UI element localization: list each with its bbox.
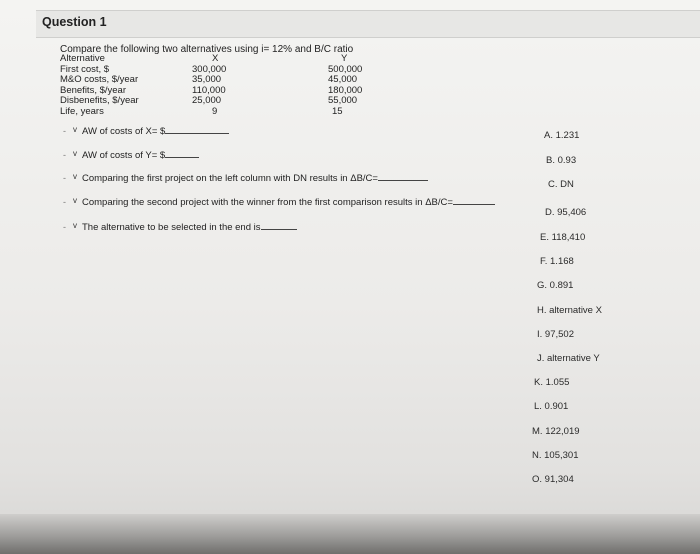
match-item-final-selection	[60, 221, 297, 233]
option-item: E. 118,410	[540, 232, 586, 243]
select-dash: -	[63, 126, 66, 137]
option-item: J. alternative Y	[537, 353, 600, 364]
table-cell: Life, years	[60, 105, 104, 117]
table-header-row	[60, 54, 400, 65]
chevron-down-icon: v	[73, 172, 77, 182]
answer-blank	[165, 125, 229, 134]
table-header-cell: Alternative	[60, 53, 105, 64]
data-table	[60, 54, 400, 117]
question-title: Question 1	[42, 15, 107, 29]
match-item-aw-x	[60, 125, 229, 137]
table-row	[60, 75, 400, 86]
chevron-down-icon: v	[73, 125, 77, 135]
option-item: L. 0.901	[534, 401, 569, 412]
select-dash: -	[63, 150, 66, 161]
table-cell: 45,000	[328, 74, 358, 85]
table-cell: 300,000	[192, 63, 227, 75]
option-item: D. 95,406	[545, 207, 587, 218]
question-prompt: Compare the following two alternatives using i= 12% and B/C ratio	[60, 44, 354, 55]
table-row	[60, 96, 400, 107]
match-item-label: Comparing the first project on the left column with DN results in ΔB/C=	[82, 173, 378, 184]
match-item-first-comparison	[60, 172, 428, 184]
table-header-cell: X	[212, 53, 219, 64]
table-cell: 55,000	[328, 95, 358, 106]
match-item-aw-y	[60, 149, 199, 161]
answer-blank	[165, 149, 199, 158]
option-item: I. 97,502	[537, 329, 574, 340]
answer-select-first-comparison[interactable]	[60, 172, 82, 184]
option-item: N. 105,301	[532, 450, 579, 461]
table-cell: Disbenefits, $/year	[60, 95, 139, 106]
option-item: G. 0.891	[537, 280, 574, 291]
chevron-down-icon: v	[73, 221, 77, 231]
table-cell: 180,000	[328, 84, 363, 96]
option-item: A. 1.231	[544, 130, 580, 141]
match-item-label: AW of costs of X= $	[82, 126, 166, 137]
option-item: K. 1.055	[534, 377, 570, 388]
option-item: O. 91,304	[532, 474, 574, 485]
select-dash: -	[63, 222, 66, 233]
select-dash: -	[63, 197, 66, 208]
chevron-down-icon: v	[73, 196, 77, 206]
table-cell: 35,000	[192, 74, 222, 85]
table-cell: First cost, $	[60, 63, 110, 75]
table-header-cell: Y	[341, 53, 348, 64]
answer-select-aw-x[interactable]	[60, 125, 82, 137]
answer-blank	[261, 221, 297, 230]
answer-blank	[453, 196, 495, 205]
table-cell: 110,000	[192, 84, 226, 96]
question-header	[36, 10, 700, 38]
option-item: C. DN	[548, 179, 574, 190]
option-item: H. alternative X	[537, 305, 602, 316]
match-item-label: The alternative to be selected in the end is	[82, 222, 261, 233]
answer-select-aw-y[interactable]	[60, 149, 82, 161]
match-item-second-comparison	[60, 196, 495, 208]
chevron-down-icon: v	[73, 149, 77, 159]
table-cell: 500,000	[328, 63, 363, 75]
option-item: M. 122,019	[532, 426, 580, 437]
table-cell: 9	[212, 105, 218, 117]
answer-blank	[378, 172, 428, 181]
table-cell: M&O costs, $/year	[60, 74, 139, 85]
match-item-label: Comparing the second project with the winner from the first comparison results in ΔB/C=	[82, 197, 453, 208]
table-cell: 15	[332, 105, 343, 117]
screen-bottom-edge	[0, 514, 700, 554]
select-dash: -	[63, 173, 66, 184]
option-item: B. 0.93	[546, 155, 577, 166]
answer-select-final-selection[interactable]	[60, 221, 82, 233]
option-item: F. 1.168	[540, 256, 574, 267]
answer-select-second-comparison[interactable]	[60, 196, 82, 208]
match-item-label: AW of costs of Y= $	[82, 150, 166, 161]
table-cell: 25,000	[192, 95, 222, 106]
table-row	[60, 107, 400, 118]
table-cell: Benefits, $/year	[60, 84, 127, 96]
